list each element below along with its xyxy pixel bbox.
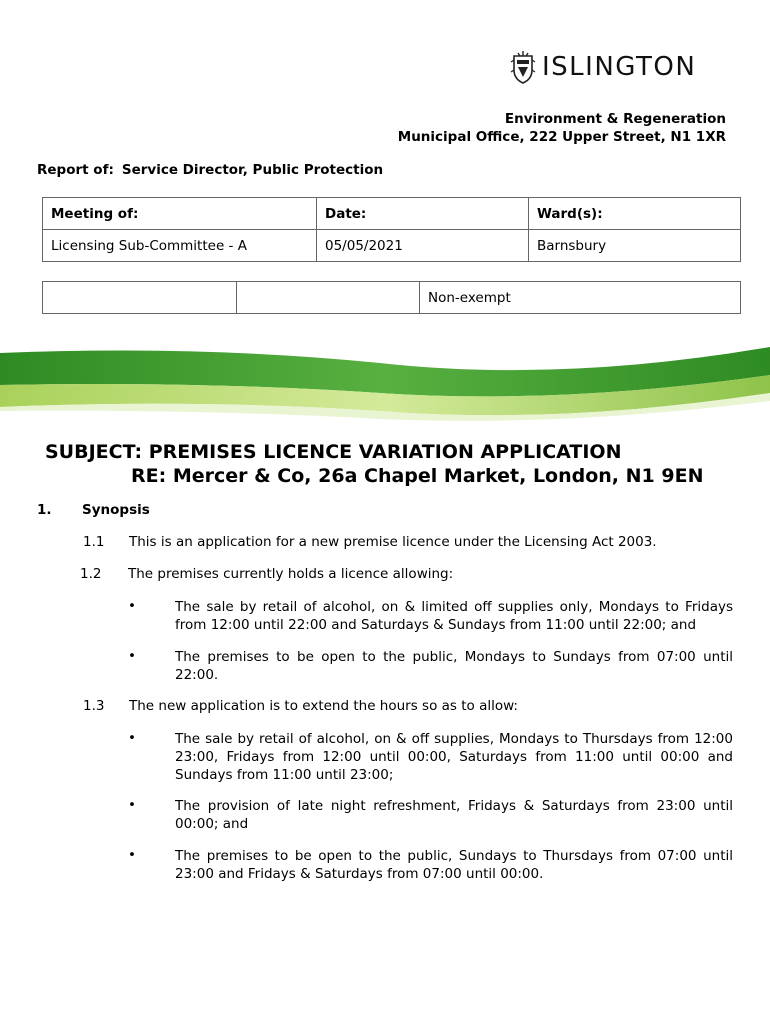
paragraph-number: 1.3	[83, 698, 105, 714]
meeting-table	[42, 197, 741, 262]
paragraph-number: 1.2	[80, 566, 102, 582]
paragraph-text: The new application is to extend the hours so as to allow:	[129, 698, 518, 714]
table-header-row	[43, 198, 741, 230]
subject-re-line: RE: Mercer & Co, 26a Chapel Market, London, N1 9EN	[131, 465, 704, 487]
paragraph-text: This is an application for a new premise licence under the Licensing Act 2003.	[129, 534, 657, 550]
report-of-value: Service Director, Public Protection	[121, 162, 384, 178]
list-item: The premises to be open to the public, Mondays to Sundays from 07:00 until 22:00.	[175, 649, 733, 683]
islington-logo	[510, 50, 696, 84]
bullet-icon: •	[128, 730, 136, 746]
exempt-cell-1	[43, 282, 237, 314]
list-item: The sale by retail of alcohol, on & off supplies, Mondays to Thursdays from 12:00 23:00, Fridays from 12:00 until 00:00, Saturdays from 11:00 until 00:00 and Sundays from 11:00 until 23:00;	[175, 731, 733, 783]
exempt-status: Non-exempt	[420, 282, 741, 314]
list-item: The sale by retail of alcohol, on & limited off supplies only, Mondays to Fridays from 12:00 until 22:00 and Saturdays & Sundays from 11:00 until 22:00; and	[175, 599, 733, 633]
office-address: Municipal Office, 222 Upper Street, N1 1XR	[397, 129, 726, 145]
department-name: Environment & Regeneration	[504, 111, 726, 127]
section-number: 1.	[37, 502, 52, 518]
report-of	[37, 162, 383, 178]
exempt-cell-2	[237, 282, 420, 314]
paragraph-number: 1.1	[83, 534, 105, 550]
list-item: The provision of late night refreshment, Fridays & Saturdays from 23:00 until 00:00; and	[175, 798, 733, 832]
report-of-label: Report of:	[37, 162, 114, 178]
subject-line: SUBJECT: PREMISES LICENCE VARIATION APPLICATION	[45, 441, 622, 463]
table-row	[43, 230, 741, 262]
list-item: The premises to be open to the public, Sundays to Thursdays from 07:00 until 23:00 and Fridays & Saturdays from 07:00 until 00:00.	[175, 848, 733, 882]
bullet-icon: •	[128, 847, 136, 863]
table-row	[43, 282, 741, 314]
logo-wordmark: ISLINGTON	[542, 52, 697, 82]
date-value: 05/05/2021	[317, 230, 529, 262]
bullet-icon: •	[128, 598, 136, 614]
exempt-table	[42, 281, 741, 314]
bullet-icon: •	[128, 797, 136, 813]
meeting-header: Meeting of:	[43, 198, 317, 230]
wards-header: Ward(s):	[529, 198, 741, 230]
section-title: Synopsis	[82, 502, 150, 518]
paragraph-text: The premises currently holds a licence allowing:	[128, 566, 454, 582]
green-swoosh-banner	[0, 345, 770, 425]
wards-value: Barnsbury	[529, 230, 741, 262]
meeting-value: Licensing Sub-Committee - A	[43, 230, 317, 262]
bullet-icon: •	[128, 648, 136, 664]
subject-heading	[45, 440, 703, 488]
borough-crest-icon	[510, 50, 536, 84]
date-header: Date:	[317, 198, 529, 230]
department-address	[398, 110, 726, 146]
